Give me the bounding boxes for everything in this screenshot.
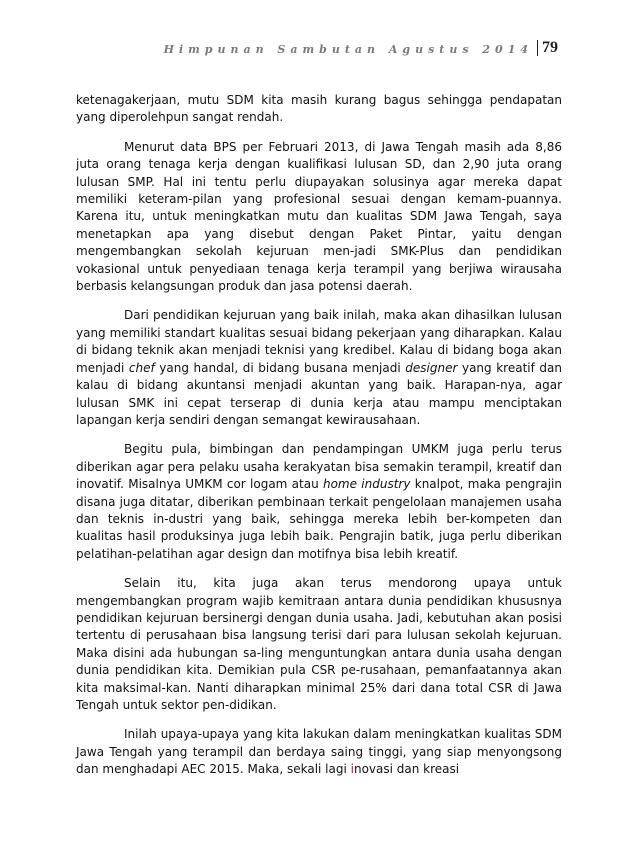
- term-designer: designer: [405, 360, 458, 375]
- paragraph-5: Selain itu, kita juga akan terus mendorong upaya untuk mengembangkan program wajib kemitraan antara dunia pendidikan khususnya pendidikan kejuruan bersinergi dengan dunia usaha. Jadi, kebutuhan akan posisi tertentu di perusahaan bisa langsung terisi dari para lulusan sekolah kejuruan. Maka disini ada hubungan sa-ling menguntungkan antara dunia usaha dengan dunia pendidikan kita. Demikian pula CSR pe-rusahaan, pemanfaatannya akan kita maksimal-kan. Nanti diharapkan minimal 25% dari dana total CSR di Jawa Tengah untuk sektor pen-didikan.: [76, 576, 562, 712]
- paragraph-2: Menurut data BPS per Februari 2013, di Jawa Tengah masih ada 8,86 juta orang tenaga kerja dengan kualifikasi lulusan SD, dan 2,90 juta orang lulusan SMP. Hal ini tentu perlu diupayakan solusinya agar mereka dapat memiliki keteram-pilan yang profesional sesuai dengan kemam-puannya. Karena itu, untuk meningkatkan mutu dan kualitas SDM Jawa Tengah, saya menetapkan apa yang disebut dengan Paket Pintar, yaitu dengan mengembangkan sekolah kejuruan men-jadi SMK-Plus dan pendidikan vokasional untuk penyediaan tenaga kerja terampil yang berjiwa wirausaha berbasis kelangsungan produk dan jasa potensi daerah.: [76, 139, 562, 294]
- paragraph-4: [76, 441, 562, 563]
- paragraph-6-text-b: novasi dan kreasi: [353, 762, 460, 777]
- body-text: [76, 92, 562, 791]
- paragraph-6: [76, 726, 562, 778]
- paragraph-4-text-b: knalpot, maka pengrajin disana juga ditatar, diberikan pembinaan terkait pengelolaan manajemen usaha dan teknis in-dustri yang baik, sehingga mereka lebih ber-kompeten dan kualitas hasil produksinya juga lebih baik. Pengrajin batik, juga perlu diberikan pelatihan-pelatihan agar design dan motifnya bisa lebih kreatif.: [76, 477, 562, 561]
- paragraph-3-text-b: yang handal, di bidang busana menjadi: [154, 360, 406, 375]
- paragraph-3-text-c: yang kreatif dan kalau di bidang akuntansi menjadi akuntan yang baik. Harapan-nya, agar lulusan SMK ini cepat terserap di dunia kerja atau mampu menciptakan lapangan kerja sendiri dengan semangat kewirausahaan.: [76, 360, 562, 427]
- paragraph-3-text-a: Dari pendidikan kejuruan yang baik inilah, maka akan dihasilkan lulusan yang memiliki standart kualitas sesuai bidang pekerjaan yang diharapkan. Kalau di bidang teknik akan menjadi teknisi yang kredibel. Kalau di bidang boga akan menjadi: [76, 308, 562, 375]
- running-title: Himpunan Sambutan Agustus 2014: [163, 43, 533, 56]
- term-chef: chef: [128, 360, 155, 375]
- paragraph-3: [76, 307, 562, 429]
- paragraph-1: ketenagakerjaan, mutu SDM kita masih kurang bagus sehingga pendapatan yang diperolehpun sangat rendah.: [76, 93, 562, 125]
- paragraph-4-text-a: Begitu pula, bimbingan dan pendampingan UMKM juga perlu terus diberikan agar pera pelaku usaha kerakyatan bisa semakin terampil, kreatif dan inovatif. Misalnya UMKM cor logam atau: [76, 442, 562, 492]
- highlighted-letter: i: [350, 762, 354, 777]
- paragraph-6-text-a: Inilah upaya-upaya yang kita lakukan dalam meningkatkan kualitas SDM Jawa Tengah yang terampil dan berdaya saing tinggi, yang siap menyongsong dan menghadapi AEC 2015. Maka, sekali lagi: [76, 727, 562, 777]
- term-home-industry: home industry: [322, 477, 411, 492]
- page-header: [164, 40, 558, 56]
- page-number: 79: [537, 40, 558, 56]
